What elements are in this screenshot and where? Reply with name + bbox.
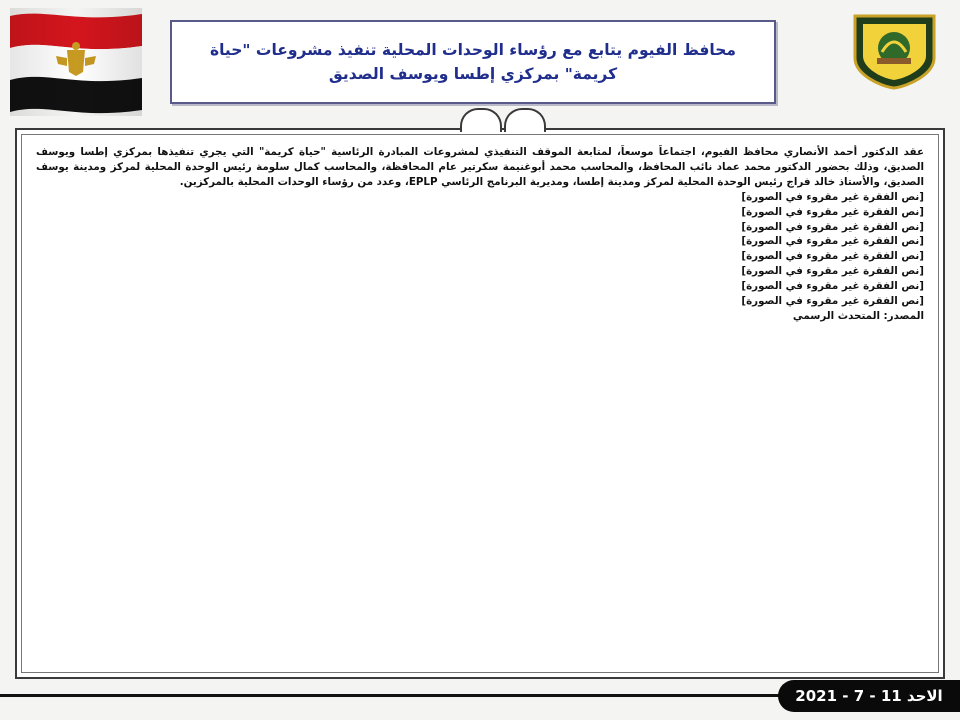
article-body: [36, 145, 924, 664]
article-frame: [15, 128, 945, 679]
fayoum-governorate-emblem-icon: [847, 8, 942, 90]
paragraph-4: [نص الفقرة غير مقروء في الصورة]: [741, 220, 924, 233]
footer-rule: [0, 694, 780, 697]
frame-ornament-left: [460, 108, 502, 132]
date-bar: [778, 680, 960, 712]
paragraph-2: [نص الفقرة غير مقروء في الصورة]: [741, 190, 924, 203]
article-inner-border: [21, 134, 939, 673]
paragraph-1: عقد الدكتور أحمد الأنصاري محافظ الفيوم، اجتماعاً موسعاً، لمتابعة الموقف التنفيذي لمشروعات المبادرة الرئاسية "حياة كريمة" التي يجري تنفيذها بمركزي إطسا ويوسف الصديق، وذلك بحضور الدكتور محمد عماد نائب المحافظ، والمحاسب محمد أبوغنيمة سكرتير عام المحافظة، والمحاسب كمال سلومة رئيس الوحدة المحلية لمركز ومدينة يوسف الصديق، والأستاذ خالد فراج رئيس الوحدة المحلية لمركز ومدينة إطسا، ومديرية البرنامج الرئاسي EPLP، وعدد من رؤساء الوحدات المحلية بالمركزين.: [36, 146, 924, 188]
headline: محافظ الفيوم يتابع مع رؤساء الوحدات المحلية تنفيذ مشروعات "حياة كريمة" بمركزي إطسا ويوسف الصديق: [209, 41, 737, 83]
frame-ornament-right: [504, 108, 546, 132]
paragraph-8: [نص الفقرة غير مقروء في الصورة]: [741, 280, 924, 293]
headline-box: [170, 20, 776, 104]
source-credit: المصدر: المتحدث الرسمي: [792, 309, 924, 322]
paragraph-3: [نص الفقرة غير مقروء في الصورة]: [741, 205, 924, 218]
paragraph-6: [نص الفقرة غير مقروء في الصورة]: [741, 250, 924, 263]
paragraph-9: [نص الفقرة غير مقروء في الصورة]: [741, 295, 924, 308]
paragraph-7: [نص الفقرة غير مقروء في الصورة]: [741, 265, 924, 278]
publish-date: الاحد 11 - 7 - 2021: [795, 687, 943, 705]
egypt-flag-icon: [6, 8, 146, 116]
paragraph-5: [نص الفقرة غير مقروء في الصورة]: [741, 235, 924, 248]
